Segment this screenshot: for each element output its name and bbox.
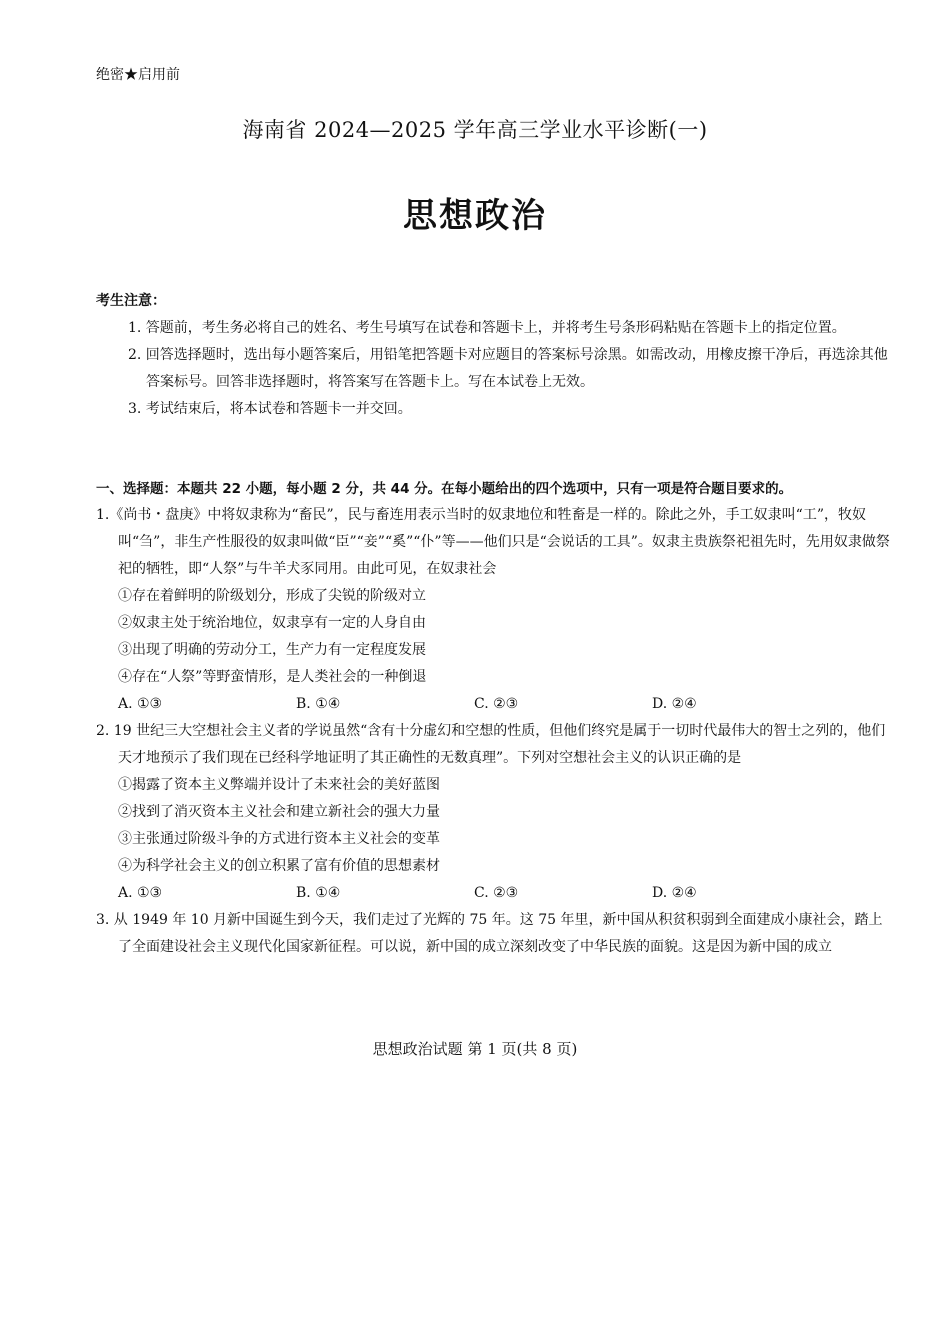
statement: ③主张通过阶级斗争的方式进行资本主义社会的变革 — [118, 831, 440, 847]
section-heading: 一、选择题：本题共 22 小题，每小题 2 分，共 44 分。在每小题给出的四个选项中，只有一项是符合题目要求的。 — [96, 481, 793, 497]
question-1 — [96, 502, 896, 718]
option-a: A. ①③ — [118, 696, 163, 712]
page-footer: 思想政治试题 第 1 页(共 8 页) — [372, 1040, 578, 1058]
option-c: C. ②③ — [474, 696, 519, 712]
option-b: B. ①④ — [296, 885, 341, 901]
candidate-notice — [96, 288, 896, 423]
notice-item: 2. 回答选择题时，选出每小题答案后，用铅笔把答题卡对应题目的答案标号涂黑。如需改动，用橡皮擦干净后，再选涂其他答案标号。回答非选择题时，将答案写在答题卡上。写在本试卷上无效。 — [128, 347, 888, 390]
option-d: D. ②④ — [652, 696, 697, 712]
statement: ②奴隶主处于统治地位，奴隶享有一定的人身自由 — [118, 615, 426, 631]
subject-title: 思想政治 — [403, 196, 547, 236]
confidential-mark: 绝密★启用前 — [96, 67, 180, 83]
option-c: C. ②③ — [474, 885, 519, 901]
question-2 — [96, 718, 896, 907]
statement: ①存在着鲜明的阶级划分，形成了尖锐的阶级对立 — [118, 588, 426, 604]
option-d: D. ②④ — [652, 885, 697, 901]
statement: ②找到了消灭资本主义社会和建立新社会的强大力量 — [118, 804, 440, 820]
statement: ④存在“人祭”等野蛮情形，是人类社会的一种倒退 — [118, 669, 427, 685]
exam-title: 海南省 2024—2025 学年高三学业水平诊断(一) — [242, 118, 708, 142]
notice-item: 1. 答题前，考生务必将自己的姓名、考生号填写在试卷和答题卡上，并将考生号条形码粘贴在答题卡上的指定位置。 — [128, 320, 846, 336]
question-stem: 1.《尚书・盘庚》中将奴隶称为“畜民”，民与畜连用表示当时的奴隶地位和牲畜是一样的。除此之外，手工奴隶叫“工”，牧奴叫“刍”，非生产性服役的奴隶叫做“臣”“妾”“奚”“仆”等——他们只是“会说话的工具”。奴隶主贵族祭祀祖先时，先用奴隶做祭祀的牺牲，即“人祭”与牛羊犬豕同用。由此可见，在奴隶社会 — [96, 507, 890, 577]
option-a: A. ①③ — [118, 885, 163, 901]
answer-options — [96, 691, 896, 718]
question-stem: 3. 从 1949 年 10 月新中国诞生到今天，我们走过了光辉的 75 年。这 75 年里，新中国从积贫积弱到全面建成小康社会，踏上了全面建设社会主义现代化国家新征程。可以说，新中国的成立深刻改变了中华民族的面貌。这是因为新中国的成立 — [96, 912, 883, 955]
statement: ①揭露了资本主义弊端并设计了未来社会的美好蓝图 — [118, 777, 440, 793]
question-3 — [96, 907, 896, 961]
notice-item: 3. 考试结束后，将本试卷和答题卡一并交回。 — [128, 401, 412, 417]
question-list — [96, 502, 896, 961]
notice-heading: 考生注意： — [96, 293, 166, 309]
statement: ③出现了明确的劳动分工，生产力有一定程度发展 — [118, 642, 426, 658]
statement: ④为科学社会主义的创立积累了富有价值的思想素材 — [118, 858, 440, 874]
option-b: B. ①④ — [296, 696, 341, 712]
answer-options — [96, 880, 896, 907]
question-stem: 2. 19 世纪三大空想社会主义者的学说虽然“含有十分虚幻和空想的性质，但他们终究是属于一切时代最伟大的智士之列的，他们天才地预示了我们现在已经科学地证明了其正确性的无数真理”。下列对空想社会主义的认识正确的是 — [96, 723, 886, 766]
